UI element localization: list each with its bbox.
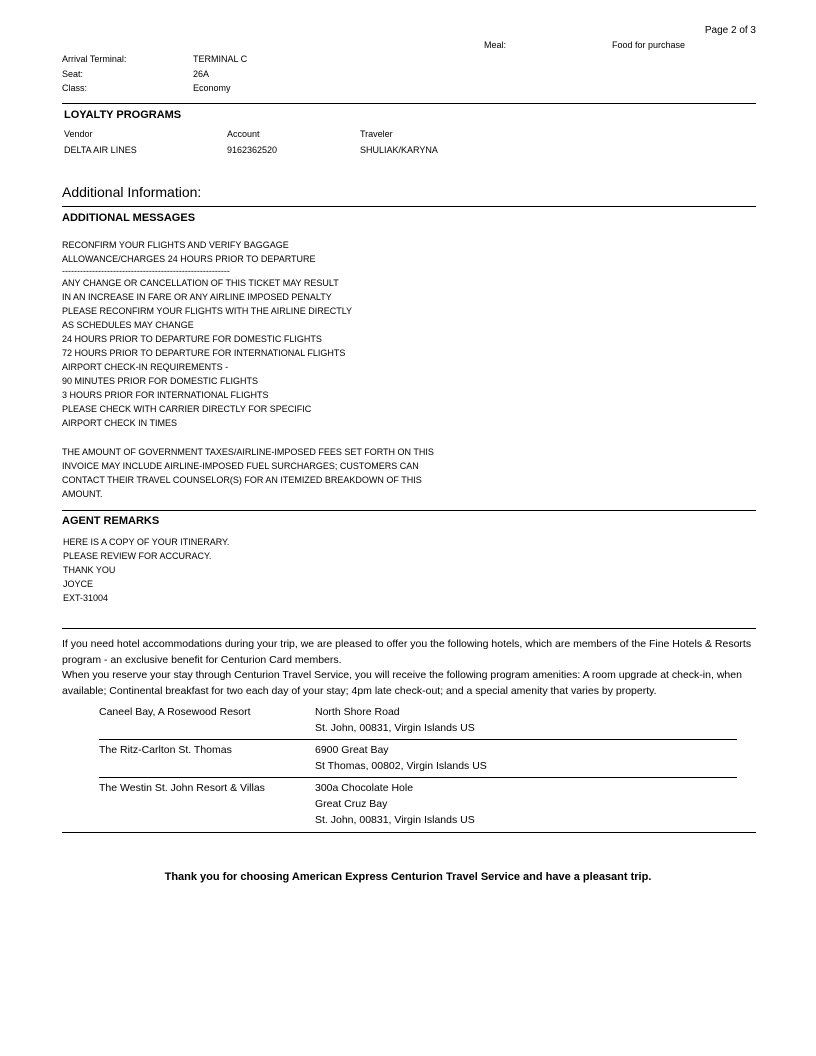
hotels-intro-paragraph-2: When you reserve your stay through Centurion Travel Service, you will receive the following program amenities: A room upgrade at check-in, when available; Continental breakfast for two each day of your stay; 4pm late check-out; and a special amenity that varies by property. xyxy=(62,669,742,697)
hotel-address xyxy=(315,704,475,736)
class-label: Class: xyxy=(62,83,88,93)
message-line: ALLOWANCE/CHARGES 24 HOURS PRIOR TO DEPARTURE xyxy=(62,254,316,264)
message-line: THE AMOUNT OF GOVERNMENT TAXES/AIRLINE-IMPOSED FEES SET FORTH ON THIS xyxy=(62,447,434,457)
message-line: AMOUNT. xyxy=(62,489,103,499)
message-line: ANY CHANGE OR CANCELLATION OF THIS TICKET MAY RESULT xyxy=(62,278,339,288)
hotel-address xyxy=(315,780,475,828)
hotel-address-line: 300a Chocolate Hole xyxy=(315,782,414,794)
message-line: 3 HOURS PRIOR FOR INTERNATIONAL FLIGHTS xyxy=(62,390,269,400)
page-number: Page 2 of 3 xyxy=(704,25,756,36)
meal-value: Food for purchase xyxy=(612,40,686,50)
divider xyxy=(62,628,756,629)
additional-messages-title: ADDITIONAL MESSAGES xyxy=(62,212,196,224)
seat-label: Seat: xyxy=(62,69,84,79)
message-line: AS SCHEDULES MAY CHANGE xyxy=(62,320,194,330)
remark-line: HERE IS A COPY OF YOUR ITINERARY. xyxy=(63,537,230,547)
message-line: 90 MINUTES PRIOR FOR DOMESTIC FLIGHTS xyxy=(62,376,259,386)
message-line: 72 HOURS PRIOR TO DEPARTURE FOR INTERNATIONAL FLIGHTS xyxy=(62,348,346,358)
loyalty-header-vendor: Vendor xyxy=(64,129,93,139)
divider xyxy=(62,103,756,104)
loyalty-account: 9162362520 xyxy=(227,145,278,155)
loyalty-header-traveler: Traveler xyxy=(360,129,393,139)
class-value: Economy xyxy=(193,83,231,93)
message-line: CONTACT THEIR TRAVEL COUNSELOR(S) FOR AN ITEMIZED BREAKDOWN OF THIS xyxy=(62,475,422,485)
hotel-name: The Ritz-Carlton St. Thomas xyxy=(99,744,232,756)
divider xyxy=(62,832,756,833)
hotel-name: The Westin St. John Resort & Villas xyxy=(99,782,265,794)
message-line: 24 HOURS PRIOR TO DEPARTURE FOR DOMESTIC FLIGHTS xyxy=(62,334,322,344)
agent-remarks-block xyxy=(63,535,229,605)
loyalty-traveler: SHULIAK/KARYNA xyxy=(360,145,438,155)
message-line: PLEASE CHECK WITH CARRIER DIRECTLY FOR SPECIFIC xyxy=(62,404,312,414)
remark-line: EXT-31004 xyxy=(63,593,109,603)
additional-info-title: Additional Information: xyxy=(62,184,202,200)
message-line: AIRPORT CHECK IN TIMES xyxy=(62,418,178,428)
hotel-address-line: 6900 Great Bay xyxy=(315,744,389,756)
divider xyxy=(62,206,756,207)
message-line: IN AN INCREASE IN FARE OR ANY AIRLINE IMPOSED PENALTY xyxy=(62,292,332,302)
remark-line: JOYCE xyxy=(63,579,94,589)
hotel-address xyxy=(315,742,487,774)
hotel-address-line: St. John, 00831, Virgin Islands US xyxy=(315,722,475,734)
hotel-address-line: Great Cruz Bay xyxy=(315,798,388,810)
loyalty-header-account: Account xyxy=(227,129,260,139)
hotel-divider xyxy=(99,777,737,778)
remark-line: PLEASE REVIEW FOR ACCURACY. xyxy=(63,551,212,561)
remark-line: THANK YOU xyxy=(63,565,116,575)
hotel-name: Caneel Bay, A Rosewood Resort xyxy=(99,706,251,718)
loyalty-title: LOYALTY PROGRAMS xyxy=(64,109,182,121)
message-line: PLEASE RECONFIRM YOUR FLIGHTS WITH THE AIRLINE DIRECTLY xyxy=(62,306,353,316)
divider xyxy=(62,510,756,511)
hotel-address-line: North Shore Road xyxy=(315,706,400,718)
arrival-terminal-value: TERMINAL C xyxy=(193,54,248,64)
additional-messages-block-2 xyxy=(62,445,434,501)
message-line: INVOICE MAY INCLUDE AIRLINE-IMPOSED FUEL SURCHARGES; CUSTOMERS CAN xyxy=(62,461,419,471)
hotel-address-line: St. John, 00831, Virgin Islands US xyxy=(315,814,475,826)
seat-value: 26A xyxy=(193,69,210,79)
hotels-intro-paragraph-1: If you need hotel accommodations during your trip, we are pleased to offer you the following hotels, which are members of the Fine Hotels & Resorts program - an exclusive benefit for Centurion Card members. xyxy=(62,638,752,666)
message-line: -------------------------------------------------------- xyxy=(62,266,230,276)
arrival-terminal-label: Arrival Terminal: xyxy=(62,54,127,64)
hotel-divider xyxy=(99,739,737,740)
loyalty-vendor: DELTA AIR LINES xyxy=(64,145,137,155)
hotel-address-line: St Thomas, 00802, Virgin Islands US xyxy=(315,760,487,772)
closing-message: Thank you for choosing American Express Centurion Travel Service and have a pleasant trip. xyxy=(164,871,652,883)
additional-messages-block-1 xyxy=(62,238,352,430)
meal-label: Meal: xyxy=(484,40,507,50)
message-line: RECONFIRM YOUR FLIGHTS AND VERIFY BAGGAGE xyxy=(62,240,289,250)
message-line: AIRPORT CHECK-IN REQUIREMENTS - xyxy=(62,362,229,372)
agent-remarks-title: AGENT REMARKS xyxy=(62,515,160,527)
